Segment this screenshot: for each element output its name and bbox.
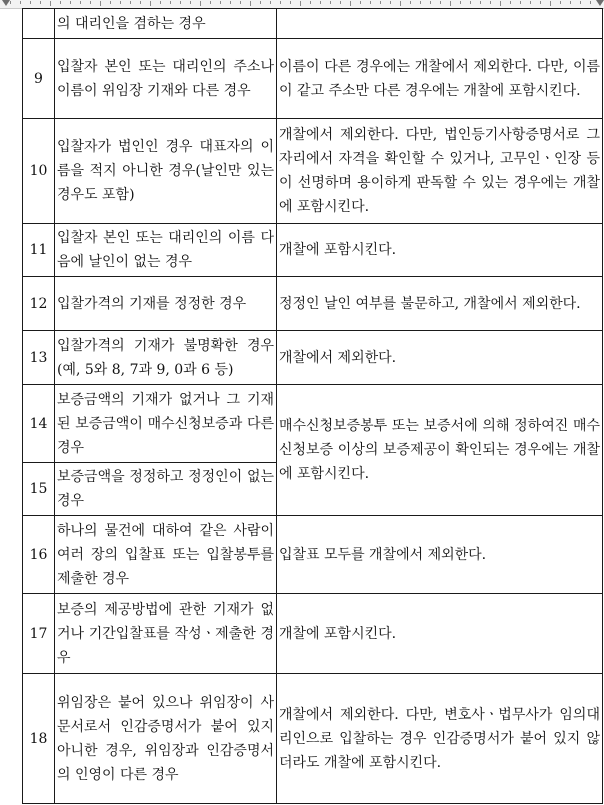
ruler-tick [330, 1, 331, 4]
ruler-tick [470, 1, 471, 4]
table-row [23, 9, 603, 39]
ruler-marker-left[interactable] [2, 0, 10, 6]
ruler-tick [250, 1, 251, 6]
row-number: 18 [23, 674, 55, 804]
ruler-tick [380, 1, 381, 4]
row-number: 16 [23, 516, 55, 594]
result-cell: 매수신청보증봉투 또는 보증서에 의해 정하여진 매수신청보증 이상의 보증제공이 확인되는 경우에는 개찰에 포함시킨다. [277, 385, 603, 516]
result-cell [277, 9, 603, 39]
ruler-tick [520, 1, 521, 4]
ruler-tick [60, 1, 61, 4]
ruler-tick [260, 1, 261, 4]
condition-cell: 위임장은 붙어 있으나 위임장이 사문서로서 인감증명서가 붙어 있지 아니한 경우, 위임장과 인감증명서의 인영이 다른 경우 [55, 674, 277, 804]
condition-cell: 보증의 제공방법에 관한 기재가 없거나 기간입찰표를 작성ㆍ제출한 경우 [55, 594, 277, 674]
table-row [23, 516, 603, 594]
ruler-tick [530, 1, 531, 4]
ruler-tick [90, 1, 91, 4]
ruler-tick [430, 1, 431, 4]
row-number: 17 [23, 594, 55, 674]
ruler-tick [550, 1, 551, 6]
condition-cell: 입찰가격의 기재를 정정한 경우 [55, 277, 277, 331]
table-row [23, 224, 603, 277]
ruler-tick [240, 1, 241, 4]
ruler-tick [490, 1, 491, 4]
ruler-tick [340, 1, 341, 4]
ruler-tick [100, 1, 101, 6]
row-number: 15 [23, 463, 55, 516]
ruler-tick [300, 1, 301, 6]
ruler-tick [200, 1, 201, 6]
result-cell: 개찰에 포함시킨다. [277, 224, 603, 277]
ruler-tick [510, 1, 511, 4]
result-cell: 이름이 다른 경우에는 개찰에서 제외한다. 다만, 이름이 같고 주소만 다른 경우에는 개찰에 포함시킨다. [277, 39, 603, 119]
ruler-tick [280, 1, 281, 4]
ruler-tick [80, 1, 81, 4]
ruler-tick [220, 1, 221, 4]
ruler-tick [190, 1, 191, 4]
row-number: 12 [23, 277, 55, 331]
ruler-tick [10, 1, 11, 4]
ruler-tick [420, 1, 421, 4]
ruler-tick [360, 1, 361, 4]
table-row [23, 39, 603, 119]
result-cell: 개찰에 포함시킨다. [277, 594, 603, 674]
condition-cell: 입찰자 본인 또는 대리인의 이름 다음에 날인이 없는 경우 [55, 224, 277, 277]
ruler-tick [350, 1, 351, 6]
row-number: 11 [23, 224, 55, 277]
ruler-tick [160, 1, 161, 4]
ruler-tick [590, 1, 591, 4]
result-cell: 입찰표 모두를 개찰에서 제외한다. [277, 516, 603, 594]
row-number [23, 9, 55, 39]
ruler-tick [310, 1, 311, 4]
ruler-tick [170, 1, 171, 4]
ruler-tick [500, 1, 501, 6]
row-number: 14 [23, 385, 55, 463]
ruler-marker-right[interactable] [596, 0, 604, 6]
table-row [23, 674, 603, 804]
ruler-tick [50, 1, 51, 6]
table-row [23, 385, 603, 463]
ruler-tick [120, 1, 121, 4]
ruler-tick [410, 1, 411, 4]
ruler-tick [560, 1, 561, 4]
ruler-tick [540, 1, 541, 4]
row-number: 10 [23, 119, 55, 224]
bid-rules-table [22, 8, 603, 804]
table-row [23, 119, 603, 224]
ruler-tick [210, 1, 211, 4]
table-row [23, 277, 603, 331]
ruler-tick [450, 1, 451, 6]
table-row [23, 331, 603, 385]
result-cell: 개찰에서 제외한다. 다만, 변호사ㆍ법무사가 임의대리인으로 입찰하는 경우 인감증명서가 붙어 있지 않더라도 개찰에 포함시킨다. [277, 674, 603, 804]
ruler-tick [110, 1, 111, 4]
row-number: 9 [23, 39, 55, 119]
table-row [23, 594, 603, 674]
ruler-tick [580, 1, 581, 4]
ruler-tick [30, 1, 31, 4]
ruler-tick [440, 1, 441, 4]
ruler-tick [400, 1, 401, 6]
ruler-tick [370, 1, 371, 4]
ruler-tick [130, 1, 131, 4]
result-cell: 정정인 날인 여부를 불문하고, 개찰에서 제외한다. [277, 277, 603, 331]
result-cell: 개찰에서 제외한다. 다만, 법인등기사항증명서로 그 자리에서 자격을 확인할 수 있거나, 고무인ㆍ인장 등이 선명하며 용이하게 판독할 수 있는 경우에는 개찰에 포함시킨다. [277, 119, 603, 224]
condition-cell: 보증금액의 기재가 없거나 그 기재된 보증금액이 매수신청보증과 다른 경우 [55, 385, 277, 463]
ruler-tick [40, 1, 41, 4]
ruler-tick [480, 1, 481, 4]
ruler-tick [140, 1, 141, 4]
ruler-tick [570, 1, 571, 4]
result-cell: 개찰에서 제외한다. [277, 331, 603, 385]
ruler-tick [320, 1, 321, 4]
ruler-tick [390, 1, 391, 4]
condition-cell: 입찰자 본인 또는 대리인의 주소나 이름이 위임장 기재와 다른 경우 [55, 39, 277, 119]
ruler-tick [180, 1, 181, 4]
ruler-tick [460, 1, 461, 4]
condition-cell: 보증금액을 정정하고 정정인이 없는 경우 [55, 463, 277, 516]
ruler-tick [20, 1, 21, 4]
row-number: 13 [23, 331, 55, 385]
condition-cell: 입찰자가 법인인 경우 대표자의 이름을 적지 아니한 경우(날인만 있는 경우도 포함) [55, 119, 277, 224]
condition-cell: 의 대리인을 겸하는 경우 [55, 9, 277, 39]
ruler-tick [70, 1, 71, 4]
ruler-tick [230, 1, 231, 4]
ruler-tick [270, 1, 271, 4]
ruler-tick [290, 1, 291, 4]
ruler-tick [150, 1, 151, 6]
condition-cell: 하나의 물건에 대하여 같은 사람이 여러 장의 입찰표 또는 입찰봉투를 제출한 경우 [55, 516, 277, 594]
condition-cell: 입찰가격의 기재가 불명확한 경우(예, 5와 8, 7과 9, 0과 6 등) [55, 331, 277, 385]
